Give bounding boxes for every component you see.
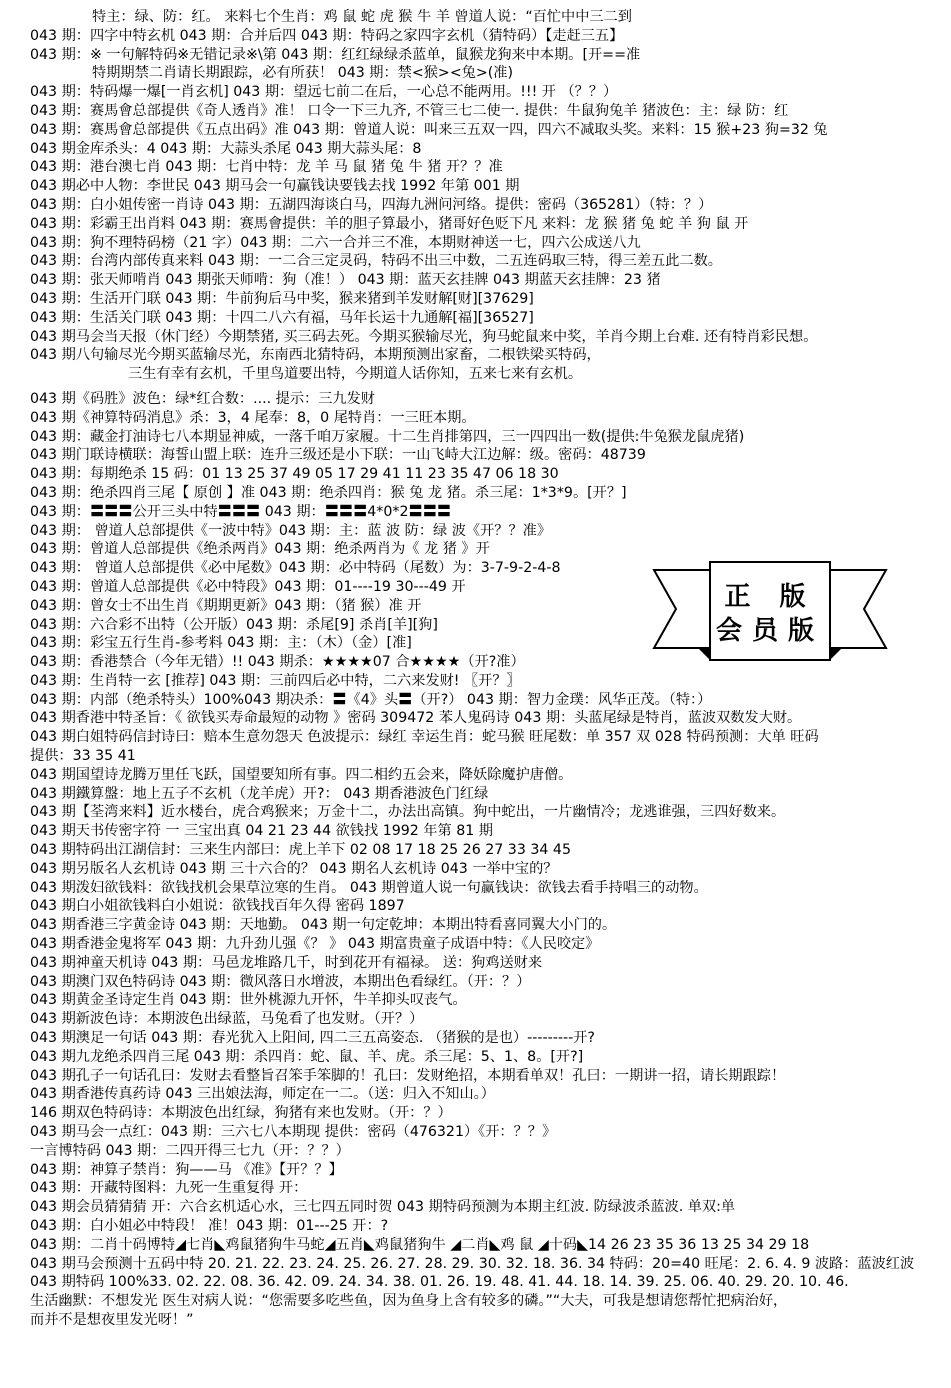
text-line: 043 期： 曾道人总部提供《必中尾数》043 期：必中特码（尾数）为：3-7-9-2-4-8 [30, 560, 561, 577]
text-line: 043 期：生活开门联 043 期：牛前狗后马中奖，猴来猪到羊发财解[财][37629] [30, 290, 534, 307]
text-line: 043 期：六合彩不出特（公开版）043 期：杀尾[9] 杀肖[羊][狗] [30, 616, 438, 633]
text-line: 043 期孔子一句话孔曰：发财去看整旨召笨手笨脚的！孔曰：发财绝招，本期看单双！孔曰：一期讲一招，请长期跟踪！ [30, 1067, 786, 1084]
text-line: 043 期：生活关门联 043 期：十四二八六有福，马年长运十九通解[福][36527] [30, 309, 534, 326]
text-line: 043 期神童天机诗 043 期：马邑龙堆路几千，时到花开有福禄。 送：狗鸡送财来 [30, 954, 543, 971]
text-line: 提供：33 35 41 [30, 748, 136, 765]
text-line: 043 期特码 100%33. 02. 22. 08. 36. 42. 09. 24. 34. 38. 01. 26. 19. 48. 41. 44. 18. 14. 39. 25. 06. 40. 29. 20. 10. 46. [30, 1274, 849, 1291]
text-line: 043 期：※ 一句解特码※无错记录※\第 043 期：红红绿绿杀蓝单，鼠猴龙狗来中本期。[开==准 [30, 46, 641, 63]
text-line: 043 期必中人物：李世民 043 期马会一句赢钱诀要钱去找 1992 年第 001 期 [30, 178, 520, 195]
text-line: 043 期白姐特码信封诗曰：赔本生意勿怨天 色波提示：绿红 幸运生肖：蛇马猴 旺尾数：单 357 双 028 特码预测：大单 旺码 [30, 729, 819, 746]
text-line: 043 期另版名人玄机诗 043 期 三十六合的？ 043 期名人玄机诗 043 一举中宝的？ [30, 860, 558, 877]
text-line: 043 期鐵算盤：地上五子不玄机（龙羊虎）开?： 043 期香港波色门红绿 [30, 785, 489, 802]
text-line: 043 期门联诗横联：海誓山盟上联：连升三级还是小下联：一山飞峙大江边解：级。密码：48739 [30, 447, 646, 464]
text-line: 043 期香港中特圣旨：《 欲钱买寿命最短的动物 》密码 309472 苯人鬼码诗 043 期：头蓝尾绿是特肖，蓝波双数发大财。 [30, 710, 802, 727]
text-line: 043 期马会当天报（休门经）今期禁猪, 买三码去死。今期买猴输尽光，狗马蛇鼠来中奖，羊肖今期上台难. 还有特肖彩民想。 [30, 328, 818, 345]
text-line: 043 期特码出江湖信封：三来生内部曰：虎上羊下 02 08 17 18 25 26 27 33 34 45 [30, 842, 571, 859]
official-member-badge [652, 560, 888, 672]
text-line: 043 期：狗不理特码榜（21 字）043 期：二六一合并三不准，本期财神送一七，四六公成送八九 [30, 234, 641, 251]
text-line: 043 期香港传真药诗 043 三出娘法海，师定在一二。（送：归入不知山。） [30, 1086, 495, 1103]
text-line: 特期期禁二肖请长期跟踪，必有所获！ 043 期：禁<猴><兔>(准) [92, 65, 514, 82]
text-line: 043 期：白小姐传密一肖诗 043 期：五湖四海谈白马，四海九洲问河络。提供：密码（365281）（特：？） [30, 196, 713, 213]
badge-line-1: 正 版 [724, 582, 816, 612]
text-line: 043 期：台湾内部传真来料 043 期：一二合三定灵码，特码不出三中数，二五连码取三特，得三差五此二数。 [30, 253, 722, 270]
text-line: 043 期白小姐欲钱料白小姐说：欲钱找百年久得 密码 1897 [30, 898, 405, 915]
text-line: 043 期香港金鬼将军 043 期：九升劲儿强《？ 》 043 期富贵童子成语中特：《人民咬定》 [30, 936, 600, 953]
text-line: 043 期：香港禁合（今年无错）!! 043 期杀：★★★★07 合★★★★（开?准） [30, 654, 525, 671]
text-line: 生活幽默：不想发光 医生对病人说：“您需要多吃些鱼，因为鱼身上含有较多的磷。”“大夫，可我是想请您帮忙把病治好， [30, 1293, 788, 1310]
text-line: 三生有幸有玄机，千里鸟道要出特，今期道人话你知，五来七来有玄机。 [128, 366, 583, 383]
text-line: 043 期澳门双色特码诗 043 期：微风落日水增波，本期出色看绿红。（开：？） [30, 973, 531, 990]
text-line: 043 期：内部（绝杀特头）100%043 期决杀：〓《4》头〓（开?） 043 期：智力金璞：风华正茂。（特：） [30, 691, 712, 708]
text-line: 043 期：生肖特一玄 [推荐] 043 期：三前四后必中特，二六来发财! 〖开？〗 [30, 672, 521, 689]
text-line: 043 期：港台澳七肖 043 期：七肖中特：龙 羊 马 鼠 猪 兔 牛 猪 开？？准 [30, 159, 503, 176]
text-line: 043 期：神算子禁肖：狗——马 《准》【开？？】 [30, 1161, 343, 1178]
text-line: 特主：绿、防：红。 来料七个生肖：鸡 鼠 蛇 虎 猴 牛 羊 曾道人说：“百忙中中三二到 [92, 9, 632, 25]
text-line: 043 期：绝杀四肖三尾【 原创 】准 043 期：绝杀四肖：猴 兔 龙 猪。杀三尾：1*3*9。[开？] [30, 484, 627, 501]
text-line: 一言博特码 043 期：二四开得三七九（开：？？） [30, 1142, 350, 1159]
text-line: 043 期天书传密字符 一 三宝出真 04 21 23 44 欲钱找 1992 年第 81 期 [30, 823, 493, 840]
text-line: 043 期澳足一句话 043 期：春光犹入上阳间, 四二三五高姿态. （猪猴的是也）---------开? [30, 1030, 595, 1047]
text-line: 043 期：开藏特图料：九死一生重复得 开： [30, 1180, 308, 1197]
text-line: 043 期马会一点红：043 期：三六七八本期现 提供：密码（476321）《开：？？》 [30, 1124, 557, 1141]
text-line: 043 期新波色诗：本期波色出绿蓝，马兔看了也发财。（开？） [30, 1011, 424, 1028]
text-line: 043 期：四字中特玄机 043 期：合并后四 043 期：特码之家四字玄机（猜特码）【走赶三五】 [30, 27, 624, 44]
text-line: 043 期八句输尽光今期买蓝输尽光，东南西北猜特码，本期预测出家畜，二根铁梁买特码， [30, 347, 601, 364]
text-line: 043 期黄金圣诗定生肖 043 期：世外桃源九开怀，牛羊抑头叹丧气。 [30, 992, 467, 1009]
text-line: 043 期：二肖十码博特◢七肖◣鸡鼠猪狗牛马蛇◢五肖◣鸡鼠猪狗牛 ◢二肖◣鸡 鼠 ◢十码◣14 26 23 35 36 13 25 34 29 18 [30, 1236, 810, 1253]
text-line: 043 期国望诗龙腾万里任飞跃，国望要知所有事。四二相约五会来，降妖除魔护唐僧。 [30, 766, 573, 783]
text-line: 043 期香港三字黄金诗 043 期：天地勤。 043 期一句定乾坤：本期出特看喜同翼大小门的。 [30, 917, 617, 934]
text-line: 043 期： 曾道人总部提供《一波中特》043 期：主：蓝 波 防：绿 波《开？？准》 [30, 522, 552, 539]
text-line: 043 期：赛馬會总部提供《五点出码》准 043 期：曾道人说：叫来三五双一四，四六不减取头奖。来料：15 猴+23 狗=32 兔 [30, 121, 828, 138]
text-line: 043 期：藏金打油诗七八本期显神威，一落千咱万家履。十二生肖排第四，三一四四出一数(提供:牛兔猴龙鼠虎猪) [30, 428, 745, 445]
text-line: 043 期：特码爆一爆[一肖玄机] 043 期：望远七前二在后，一心总不能两用。!!! 开 （？？） [30, 84, 618, 101]
text-line: 043 期：〓〓〓公开三头中特〓〓〓 043 期：〓〓〓4*0*2〓〓〓 [30, 503, 452, 520]
text-line: 146 期双色特码诗：本期波色出红绿，狗猪有来也发财。（开：？） [30, 1105, 452, 1122]
text-line: 043 期泼妇欲钱料：欲钱找机会果草泣寒的生肖。 043 期曾道人说一句赢钱诀：欲钱去看手持唱三的动物。 [30, 879, 708, 896]
text-line: 043 期《码胜》波色：绿*红合数：.... 提示：三九发财 [30, 390, 375, 407]
text-line: 043 期会员猜猜猜 开：六合玄机适心水，三七四五同时贺 043 期特码预测为本期主红波. 防绿波杀蓝波. 单双:单 [30, 1199, 736, 1216]
text-line: 043 期：曾女士不出生肖《期期更新》043 期：（猪 猴）准 开 [30, 597, 422, 614]
text-line: 043 期：曾道人总部提供《绝杀两肖》043 期：绝杀两肖为《 龙 猪 》开 [30, 541, 490, 558]
text-line: 043 期：曾道人总部提供《必中特段》043 期：01----19 30---49 开 [30, 578, 466, 595]
text-line: 043 期【荃湾来料】近水楼台，虎合鸡猴来；万金十二，办法出高镇。狗中蛇出，一片幽情冷；龙逃谁强，三四好数来。 [30, 804, 786, 821]
text-line: 043 期：张天师啃肖 043 期张天师啃：狗（准！） 043 期：蓝天玄挂牌 043 期蓝天玄挂牌：23 猪 [30, 272, 661, 289]
text-line: 043 期《神算特码消息》杀：3，4 尾奉：8，0 尾特肖：一三旺本期。 [30, 409, 476, 426]
text-line: 043 期：彩宝五行生肖-参考料 043 期：主：（木）（金）[准] [30, 635, 412, 652]
text-line: 043 期九龙绝杀四肖三尾 043 期：杀四肖：蛇、鼠、羊、虎。杀三尾：5、1、8。[开?] [30, 1048, 584, 1065]
text-line: 043 期马会预测十五码中特 20. 21. 22. 23. 24. 25. 26. 27. 28. 29. 30. 32. 18. 36. 34 特码：20=40 旺尾：2. 6. 4. 9 波路：蓝波红波 [30, 1255, 915, 1272]
text-line: 043 期：每期绝杀 15 码：01 13 25 37 49 05 17 29 41 11 23 35 47 06 18 30 [30, 466, 559, 483]
text-line: 而并不是想夜里发光呀！” [30, 1311, 194, 1328]
text-line: 043 期金库杀头：4 043 期：大蒜头杀尾 043 期大蒜头尾：8 [30, 140, 422, 157]
text-line: 043 期：彩霸王出肖料 043 期：赛馬會提供：羊的胆子算最小，猪哥好色贬下凡 来料：龙 猴 猪 兔 蛇 羊 狗 鼠 开 [30, 215, 749, 232]
text-line: 043 期：赛馬會总部提供《奇人透肖》准！ 口令一下三九齐, 不管三七二使一. 提供：牛鼠狗兔羊 猪波色：主：绿 防：红 [30, 102, 789, 119]
text-line: 043 期：白小姐必中特段！ 准！043 期：01---25 开：? [30, 1218, 389, 1234]
badge-line-2: 会员版 [715, 616, 824, 646]
